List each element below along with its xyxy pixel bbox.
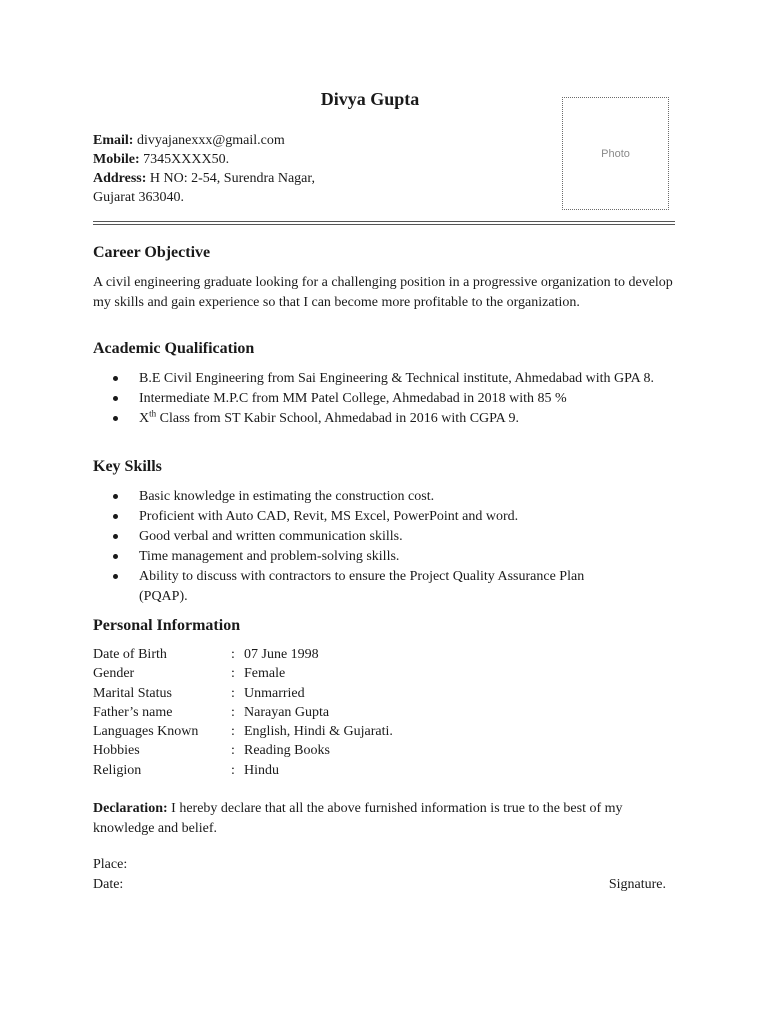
table-row xyxy=(93,703,393,722)
list-item xyxy=(93,487,673,507)
key-skills-heading: Key Skills xyxy=(93,458,162,475)
header-divider xyxy=(93,221,675,225)
academic-heading: Academic Qualification xyxy=(93,340,255,357)
info-label: Marital Status xyxy=(93,685,172,701)
skill-item-1: Basic knowledge in estimating the construction cost. xyxy=(139,489,435,504)
bullet-icon xyxy=(113,514,118,519)
skill-item-4: Time management and problem-solving skills. xyxy=(139,549,400,564)
skill-item-2: Proficient with Auto CAD, Revit, MS Excel, PowerPoint and word. xyxy=(139,509,519,524)
email-value: divyajanexxx@gmail.com xyxy=(133,133,285,148)
academic-list xyxy=(93,369,673,429)
info-separator: : xyxy=(231,685,235,701)
table-row xyxy=(93,722,393,741)
address-label: Address: xyxy=(93,171,147,186)
declaration-text: I hereby declare that all the above furnished information is true to the best of my knowledge and belief. xyxy=(93,801,623,836)
contact-block xyxy=(93,131,315,207)
list-item xyxy=(93,547,673,567)
academic-item-3-rest: Class from ST Kabir School, Ahmedabad in 2016 with CGPA 9. xyxy=(156,411,519,426)
info-label: Date of Birth xyxy=(93,647,167,662)
bullet-icon xyxy=(113,376,118,381)
place-label: Place: xyxy=(93,857,128,872)
candidate-name: Divya Gupta xyxy=(320,89,420,109)
info-separator: : xyxy=(231,666,235,682)
bullet-icon xyxy=(113,494,118,499)
personal-info-heading: Personal Information xyxy=(93,617,241,634)
info-value: English, Hindi & Gujarati. xyxy=(244,724,393,740)
declaration xyxy=(93,799,673,839)
bullet-icon xyxy=(113,554,118,559)
list-item xyxy=(93,567,673,607)
mobile-line xyxy=(93,150,315,169)
info-separator: : xyxy=(231,704,235,720)
photo-label: Photo xyxy=(601,147,630,160)
info-separator: : xyxy=(231,724,235,740)
academic-item-3-prefix: X xyxy=(139,411,150,426)
info-value: Female xyxy=(244,666,286,682)
list-item xyxy=(93,389,673,409)
address-value-line2: Gujarat 363040. xyxy=(93,190,184,205)
personal-info-table xyxy=(93,645,393,780)
list-item xyxy=(93,409,673,429)
photo-placeholder xyxy=(562,97,669,210)
list-item xyxy=(93,369,673,389)
info-label: Languages Known xyxy=(93,724,199,740)
table-row xyxy=(93,684,393,703)
bullet-icon xyxy=(113,396,118,401)
list-item xyxy=(93,507,673,527)
table-row xyxy=(93,645,393,664)
info-value: Narayan Gupta xyxy=(244,704,330,720)
info-separator: : xyxy=(231,762,235,778)
mobile-label: Mobile: xyxy=(93,152,140,167)
info-label: Gender xyxy=(93,666,135,682)
signature-label: Signature. xyxy=(608,877,666,892)
academic-item-2: Intermediate M.P.C from MM Patel College, Ahmedabad in 2018 with 85 % xyxy=(139,391,567,406)
bullet-icon xyxy=(113,534,118,539)
info-separator: : xyxy=(231,743,235,759)
skill-item-5: Ability to discuss with contractors to ensure the Project Quality Assurance Plan (PQAP). xyxy=(139,569,585,604)
academic-item-3-sup: th xyxy=(149,408,157,419)
academic-item-1: B.E Civil Engineering from Sai Engineering & Technical institute, Ahmedabad with GPA 8. xyxy=(139,371,655,386)
info-label: Hobbies xyxy=(93,743,140,759)
info-separator: : xyxy=(231,647,235,662)
bullet-icon xyxy=(113,574,118,579)
email-label: Email: xyxy=(93,133,134,148)
table-row xyxy=(93,761,393,780)
table-row xyxy=(93,664,393,683)
info-value: Unmarried xyxy=(244,685,305,701)
list-item xyxy=(93,527,673,547)
address-line xyxy=(93,169,315,188)
bullet-icon xyxy=(113,416,118,421)
career-objective-text: A civil engineering graduate looking for a challenging position in a progressive organization to develop my skills and gain experience so that I can become more profitable to the organization. xyxy=(93,275,673,310)
info-label: Religion xyxy=(93,762,142,778)
career-objective-heading: Career Objective xyxy=(93,244,211,261)
email-line xyxy=(93,131,315,150)
date-label: Date: xyxy=(93,877,124,892)
info-value: Hindu xyxy=(244,762,279,778)
info-label: Father’s name xyxy=(93,704,173,720)
info-value: 07 June 1998 xyxy=(244,647,319,662)
skills-list xyxy=(93,487,673,607)
skill-item-3: Good verbal and written communication skills. xyxy=(139,529,403,544)
declaration-label: Declaration: xyxy=(93,801,168,816)
info-value: Reading Books xyxy=(244,743,330,759)
address-value-line1: H NO: 2-54, Surendra Nagar, xyxy=(146,171,315,186)
table-row xyxy=(93,741,393,760)
mobile-value: 7345XXXX50. xyxy=(139,152,230,167)
